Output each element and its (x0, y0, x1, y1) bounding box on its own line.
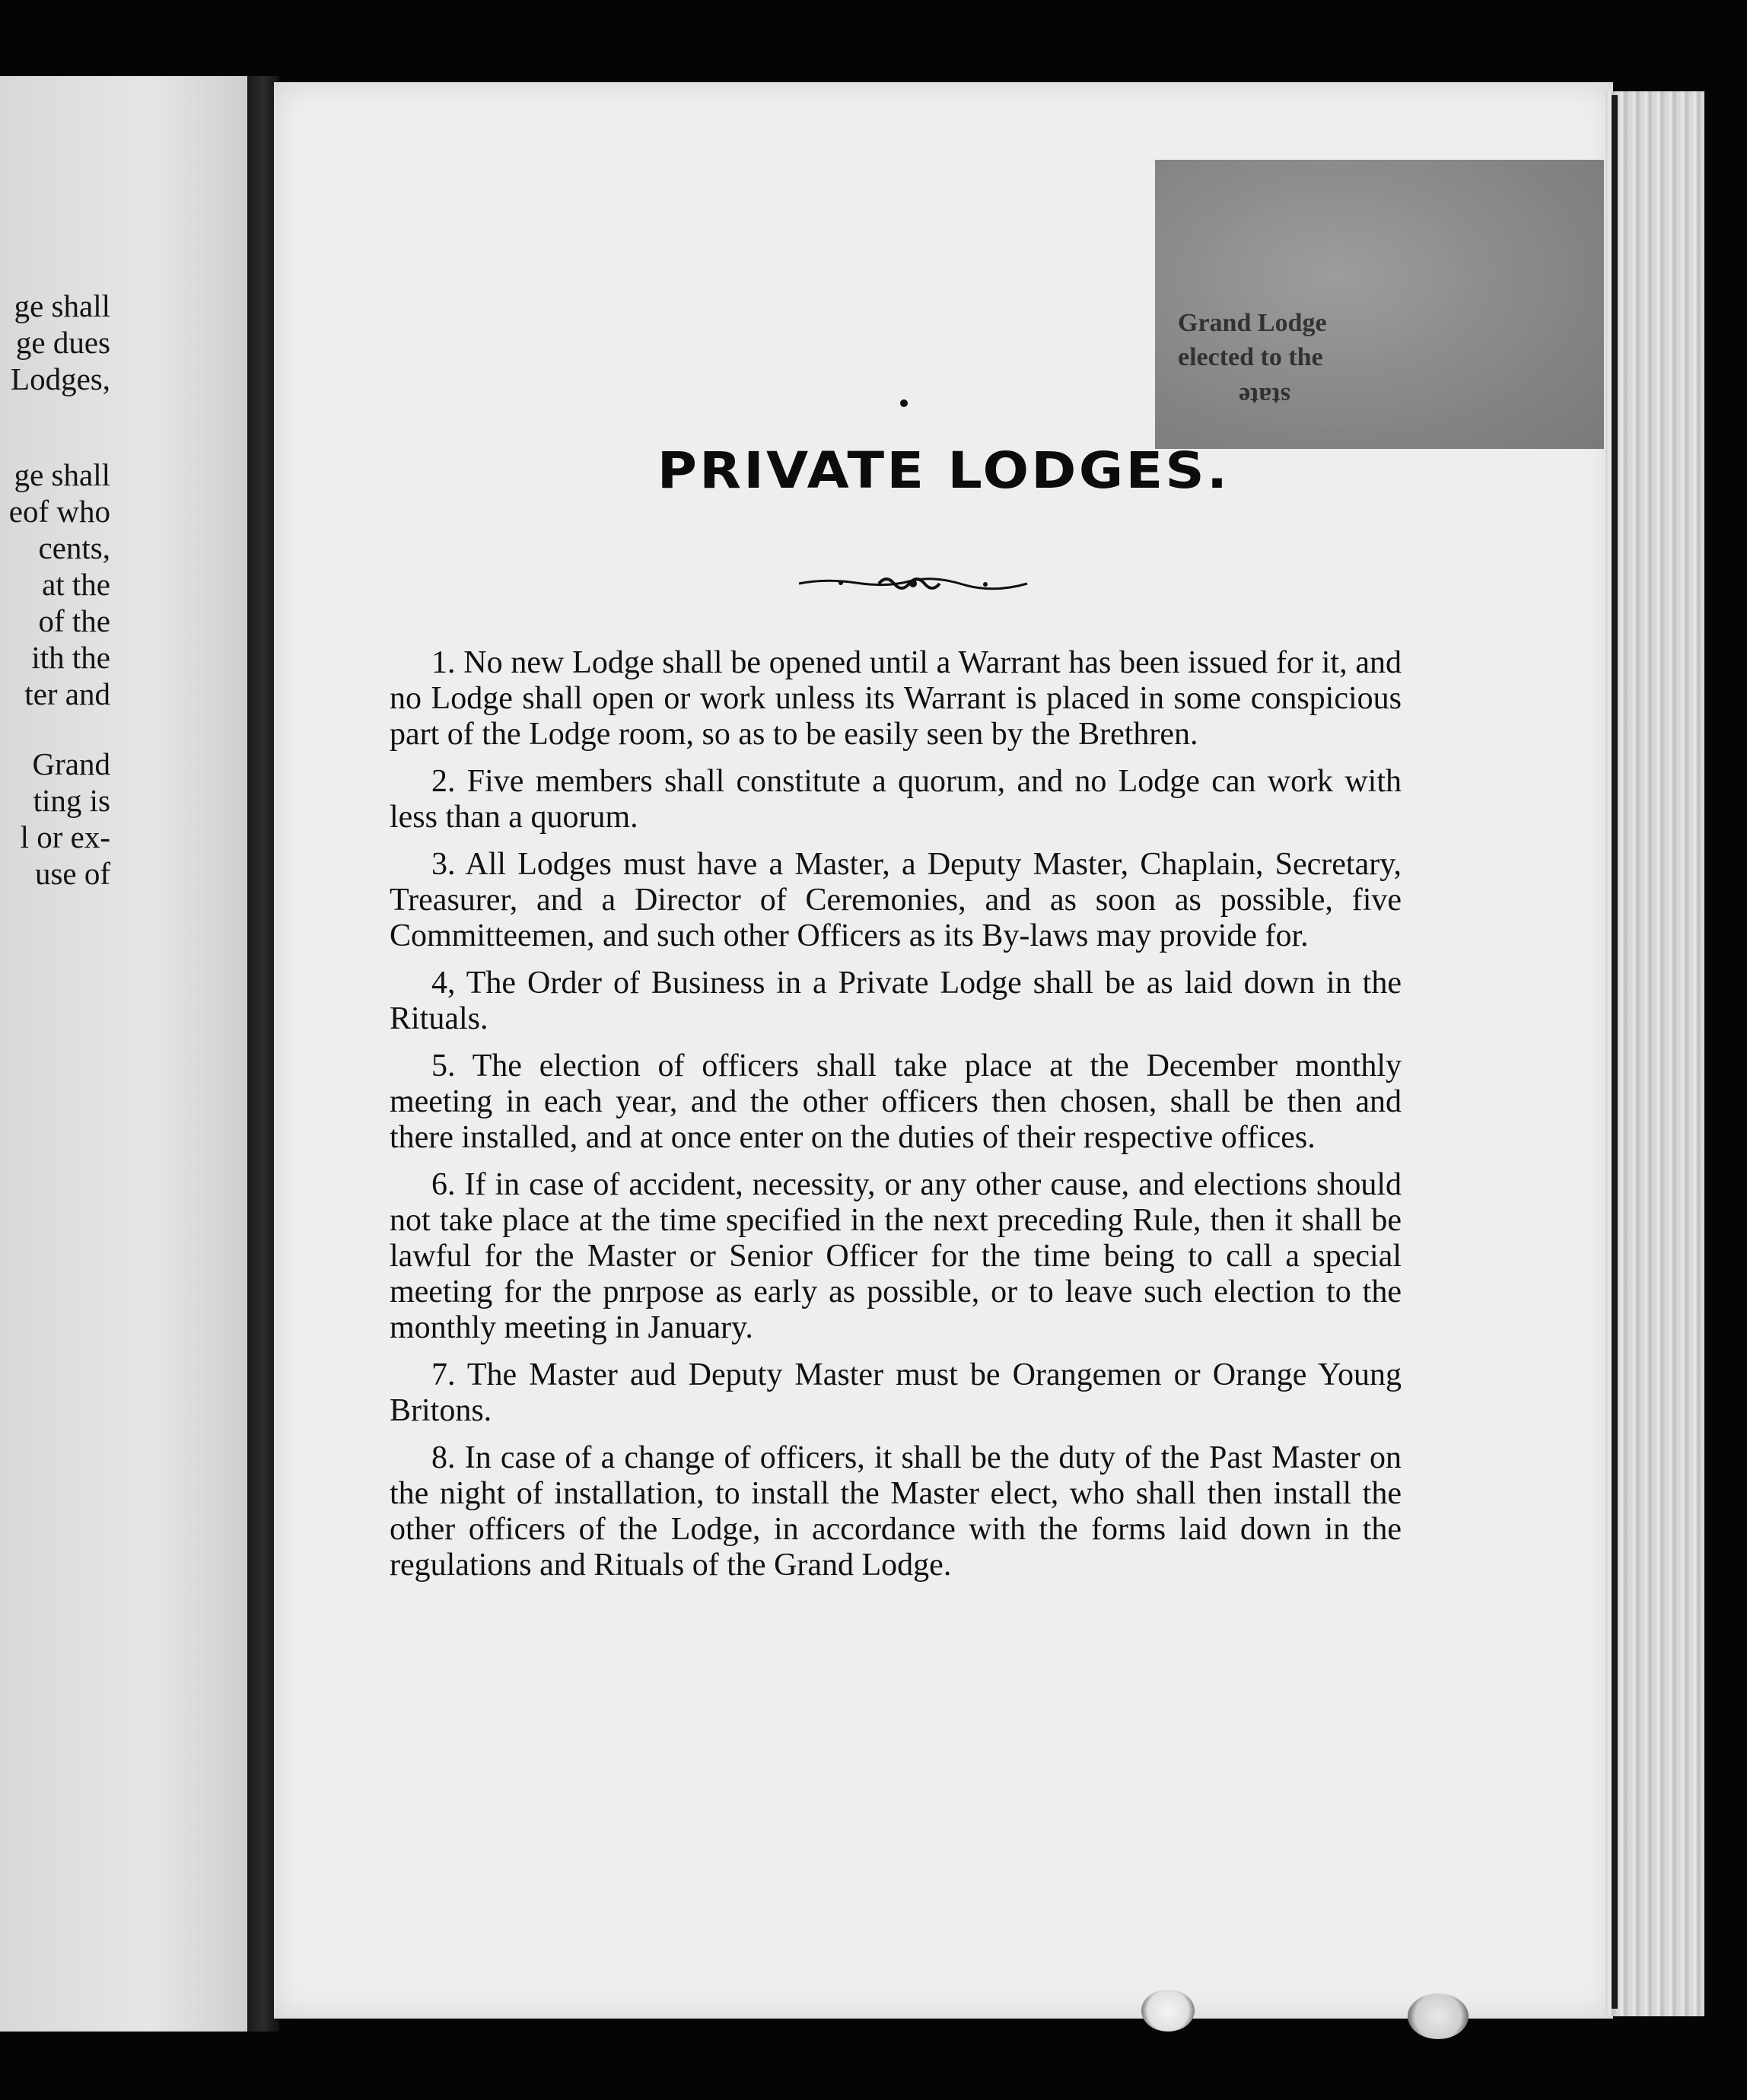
left-fragment: ge dues (15, 325, 110, 360)
rule-text: No new Lodge shall be opened until a Warrant has been issued for it, and no Lodge shall open or work unless its Warrant is placed in some conspicious part of the Lodge room, so as to be easily seen by the Brethren. (390, 645, 1402, 752)
rule-text: The Master aud Deputy Master must be Orangemen or Orange Young Britons. (390, 1357, 1402, 1428)
rule-number: 7. (431, 1357, 456, 1392)
rule-number: 2. (431, 764, 456, 799)
rule-text: Five members shall constitute a quorum, and no Lodge can work with less than a quorum. (390, 764, 1402, 835)
rule-item (390, 1357, 1402, 1429)
left-fragment: ting is (33, 783, 110, 818)
left-fragment: Lodges, (11, 361, 110, 396)
pasted-clipping (1155, 160, 1604, 449)
paper-speck (1408, 1993, 1469, 2039)
rule-item (390, 966, 1402, 1037)
clipping-line: Grand Lodge (1178, 309, 1327, 337)
left-fragment: at the (42, 567, 110, 602)
rule-number: 4, (431, 966, 456, 1001)
left-fragment: of the (38, 603, 110, 638)
left-fragment: cents, (38, 530, 110, 565)
left-fragment: ge shall (14, 288, 110, 323)
rule-text: If in case of accident, necessity, or any other cause, and elections should not take place at the time specified in the next preceding Rule, then it shall be lawful for the Master or Senior Officer for the time being to call a special meeting for the pnrpose as early as possible, or to leave such election to the monthly meeting in January. (390, 1167, 1402, 1345)
page-edge-shadow (1612, 95, 1618, 2009)
page-stack-edge (1605, 91, 1704, 2016)
left-fragment: eof who (8, 494, 110, 529)
rule-number: 6. (431, 1167, 456, 1202)
rule-item (390, 1167, 1402, 1346)
ornament-divider-icon (795, 572, 1031, 595)
clipping-line: state (1239, 382, 1290, 410)
rules-list (390, 645, 1402, 1595)
rule-number: 3. (431, 847, 456, 882)
rule-item (390, 1048, 1402, 1156)
rule-item (390, 645, 1402, 752)
left-fragment: ith the (31, 640, 110, 675)
clipping-line: elected to the (1178, 343, 1323, 371)
rule-item (390, 1440, 1402, 1583)
left-facing-page (0, 76, 247, 2032)
rule-text: All Lodges must have a Master, a Deputy Master, Chaplain, Secretary, Treasurer, and a Director of Ceremonies, and as soon as possible, five Committeemen, and such other Officers as its By-laws may provide for. (390, 847, 1402, 953)
left-fragment: Grand (32, 746, 110, 781)
rule-item (390, 847, 1402, 954)
dot-mark (900, 399, 908, 407)
rule-text: The Order of Business in a Private Lodge shall be as laid down in the Rituals. (390, 966, 1402, 1036)
rule-text: In case of a change of officers, it shall be the duty of the Past Master on the night of installation, to install the Master elect, who shall then install the other officers of the Lodge, in accordance with the forms laid down in the regulations and Rituals of the Grand Lodge. (390, 1440, 1402, 1583)
rule-number: 1. (431, 645, 456, 680)
left-fragment: ter and (24, 676, 110, 711)
left-fragment: l or ex- (20, 819, 110, 854)
paper-speck (1141, 1990, 1195, 2032)
page-title: PRIVATE LODGES. (657, 441, 1230, 500)
rule-text: The election of officers shall take place at the December monthly meeting in each year, and the other officers then chosen, shall be then and there installed, and at once enter on the duties of their respective offices. (390, 1048, 1402, 1155)
rule-number: 8. (431, 1440, 456, 1475)
left-fragment: ge shall (14, 457, 110, 492)
rule-number: 5. (431, 1048, 456, 1083)
rule-item (390, 764, 1402, 835)
left-fragment: use of (34, 856, 110, 891)
